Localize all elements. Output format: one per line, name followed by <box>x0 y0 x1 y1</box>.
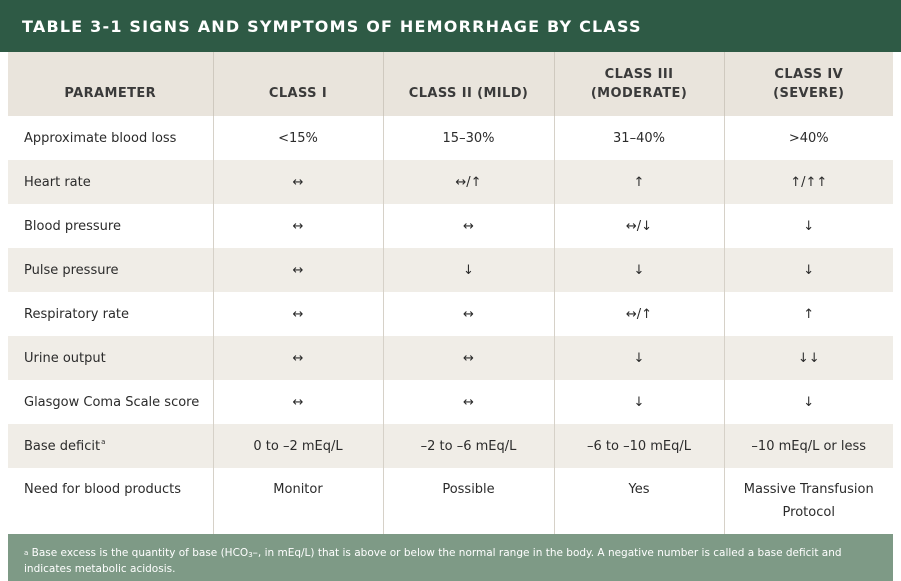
header-class-3-line1: CLASS III <box>604 67 674 82</box>
hemorrhage-table-container <box>8 52 893 534</box>
footnote-subscript: 3 <box>248 551 253 559</box>
header-class-4 <box>724 52 893 116</box>
table-row <box>8 380 893 424</box>
cell-class-1: ↔ <box>213 160 383 204</box>
table-row <box>8 204 893 248</box>
cell-class-4: ↓ <box>724 380 893 424</box>
cell-class-4: ↑ <box>724 292 893 336</box>
table-row <box>8 116 893 160</box>
table-header <box>8 52 893 116</box>
row-parameter-label: Base deficit <box>24 438 101 454</box>
cell-class-3: ↑ <box>554 160 724 204</box>
cell-class-1: ↔ <box>213 204 383 248</box>
cell-class-2: ↔ <box>383 204 554 248</box>
header-class-3-line2: (MODERATE) <box>590 86 688 101</box>
row-parameter: Glasgow Coma Scale score <box>8 380 213 424</box>
header-row <box>8 52 893 116</box>
row-parameter: Urine output <box>8 336 213 380</box>
hemorrhage-class-table <box>8 52 893 534</box>
header-class-2-label: CLASS II (MILD) <box>408 85 529 101</box>
header-parameter-label: PARAMETER <box>64 85 157 101</box>
footnote-text-after: –, in mEq/L) that is above or below the normal range in the body. A negative number is called a base deficit and indicates metabolic acidosis. <box>24 547 842 575</box>
header-class-4-line2: (SEVERE) <box>773 86 845 101</box>
header-parameter <box>8 52 213 116</box>
cell-class-4: ↓↓ <box>724 336 893 380</box>
header-class-4-line1: CLASS IV <box>774 67 844 82</box>
cell-class-3: ↔/↓ <box>554 204 724 248</box>
footnote-marker: a <box>101 437 106 446</box>
footnote-text-before: Base excess is the quantity of base (HCO <box>28 547 249 559</box>
table-row <box>8 160 893 204</box>
row-parameter: Respiratory rate <box>8 292 213 336</box>
table-title: TABLE 3-1 SIGNS AND SYMPTOMS OF HEMORRHAGE BY CLASS <box>0 0 901 52</box>
cell-class-4: Massive Transfusion Protocol <box>724 468 893 534</box>
cell-class-4: –10 mEq/L or less <box>724 424 893 468</box>
cell-class-1: Monitor <box>213 468 383 534</box>
header-class-2 <box>383 52 554 116</box>
cell-class-3: ↔/↑ <box>554 292 724 336</box>
cell-class-2: ↓ <box>383 248 554 292</box>
cell-class-1: ↔ <box>213 248 383 292</box>
cell-class-2: Possible <box>383 468 554 534</box>
table-row <box>8 336 893 380</box>
cell-class-1: ↔ <box>213 292 383 336</box>
cell-class-2: ↔ <box>383 292 554 336</box>
row-parameter: Need for blood products <box>8 468 213 534</box>
cell-class-4: ↓ <box>724 248 893 292</box>
cell-class-3: ↓ <box>554 336 724 380</box>
table-row <box>8 292 893 336</box>
row-parameter: Heart rate <box>8 160 213 204</box>
row-parameter: Pulse pressure <box>8 248 213 292</box>
cell-class-1: 0 to –2 mEq/L <box>213 424 383 468</box>
table-row <box>8 248 893 292</box>
row-parameter <box>8 424 213 468</box>
cell-class-3: Yes <box>554 468 724 534</box>
header-class-3 <box>554 52 724 116</box>
row-parameter: Blood pressure <box>8 204 213 248</box>
table-row <box>8 468 893 534</box>
row-parameter: Approximate blood loss <box>8 116 213 160</box>
cell-class-3: 31–40% <box>554 116 724 160</box>
table-body <box>8 116 893 534</box>
table-footnote <box>8 534 893 581</box>
cell-class-4: ↓ <box>724 204 893 248</box>
cell-class-1: <15% <box>213 116 383 160</box>
cell-class-3: ↓ <box>554 248 724 292</box>
cell-class-2: ↔ <box>383 380 554 424</box>
cell-class-2: ↔ <box>383 336 554 380</box>
cell-class-2: ↔/↑ <box>383 160 554 204</box>
cell-class-1: ↔ <box>213 380 383 424</box>
footnote-marker: a <box>24 549 29 557</box>
cell-class-4: ↑/↑↑ <box>724 160 893 204</box>
cell-class-3: ↓ <box>554 380 724 424</box>
header-class-1 <box>213 52 383 116</box>
cell-class-3: –6 to –10 mEq/L <box>554 424 724 468</box>
cell-class-4: >40% <box>724 116 893 160</box>
cell-class-2: –2 to –6 mEq/L <box>383 424 554 468</box>
table-row <box>8 424 893 468</box>
header-class-1-label: CLASS I <box>268 85 328 101</box>
cell-class-2: 15–30% <box>383 116 554 160</box>
cell-class-1: ↔ <box>213 336 383 380</box>
